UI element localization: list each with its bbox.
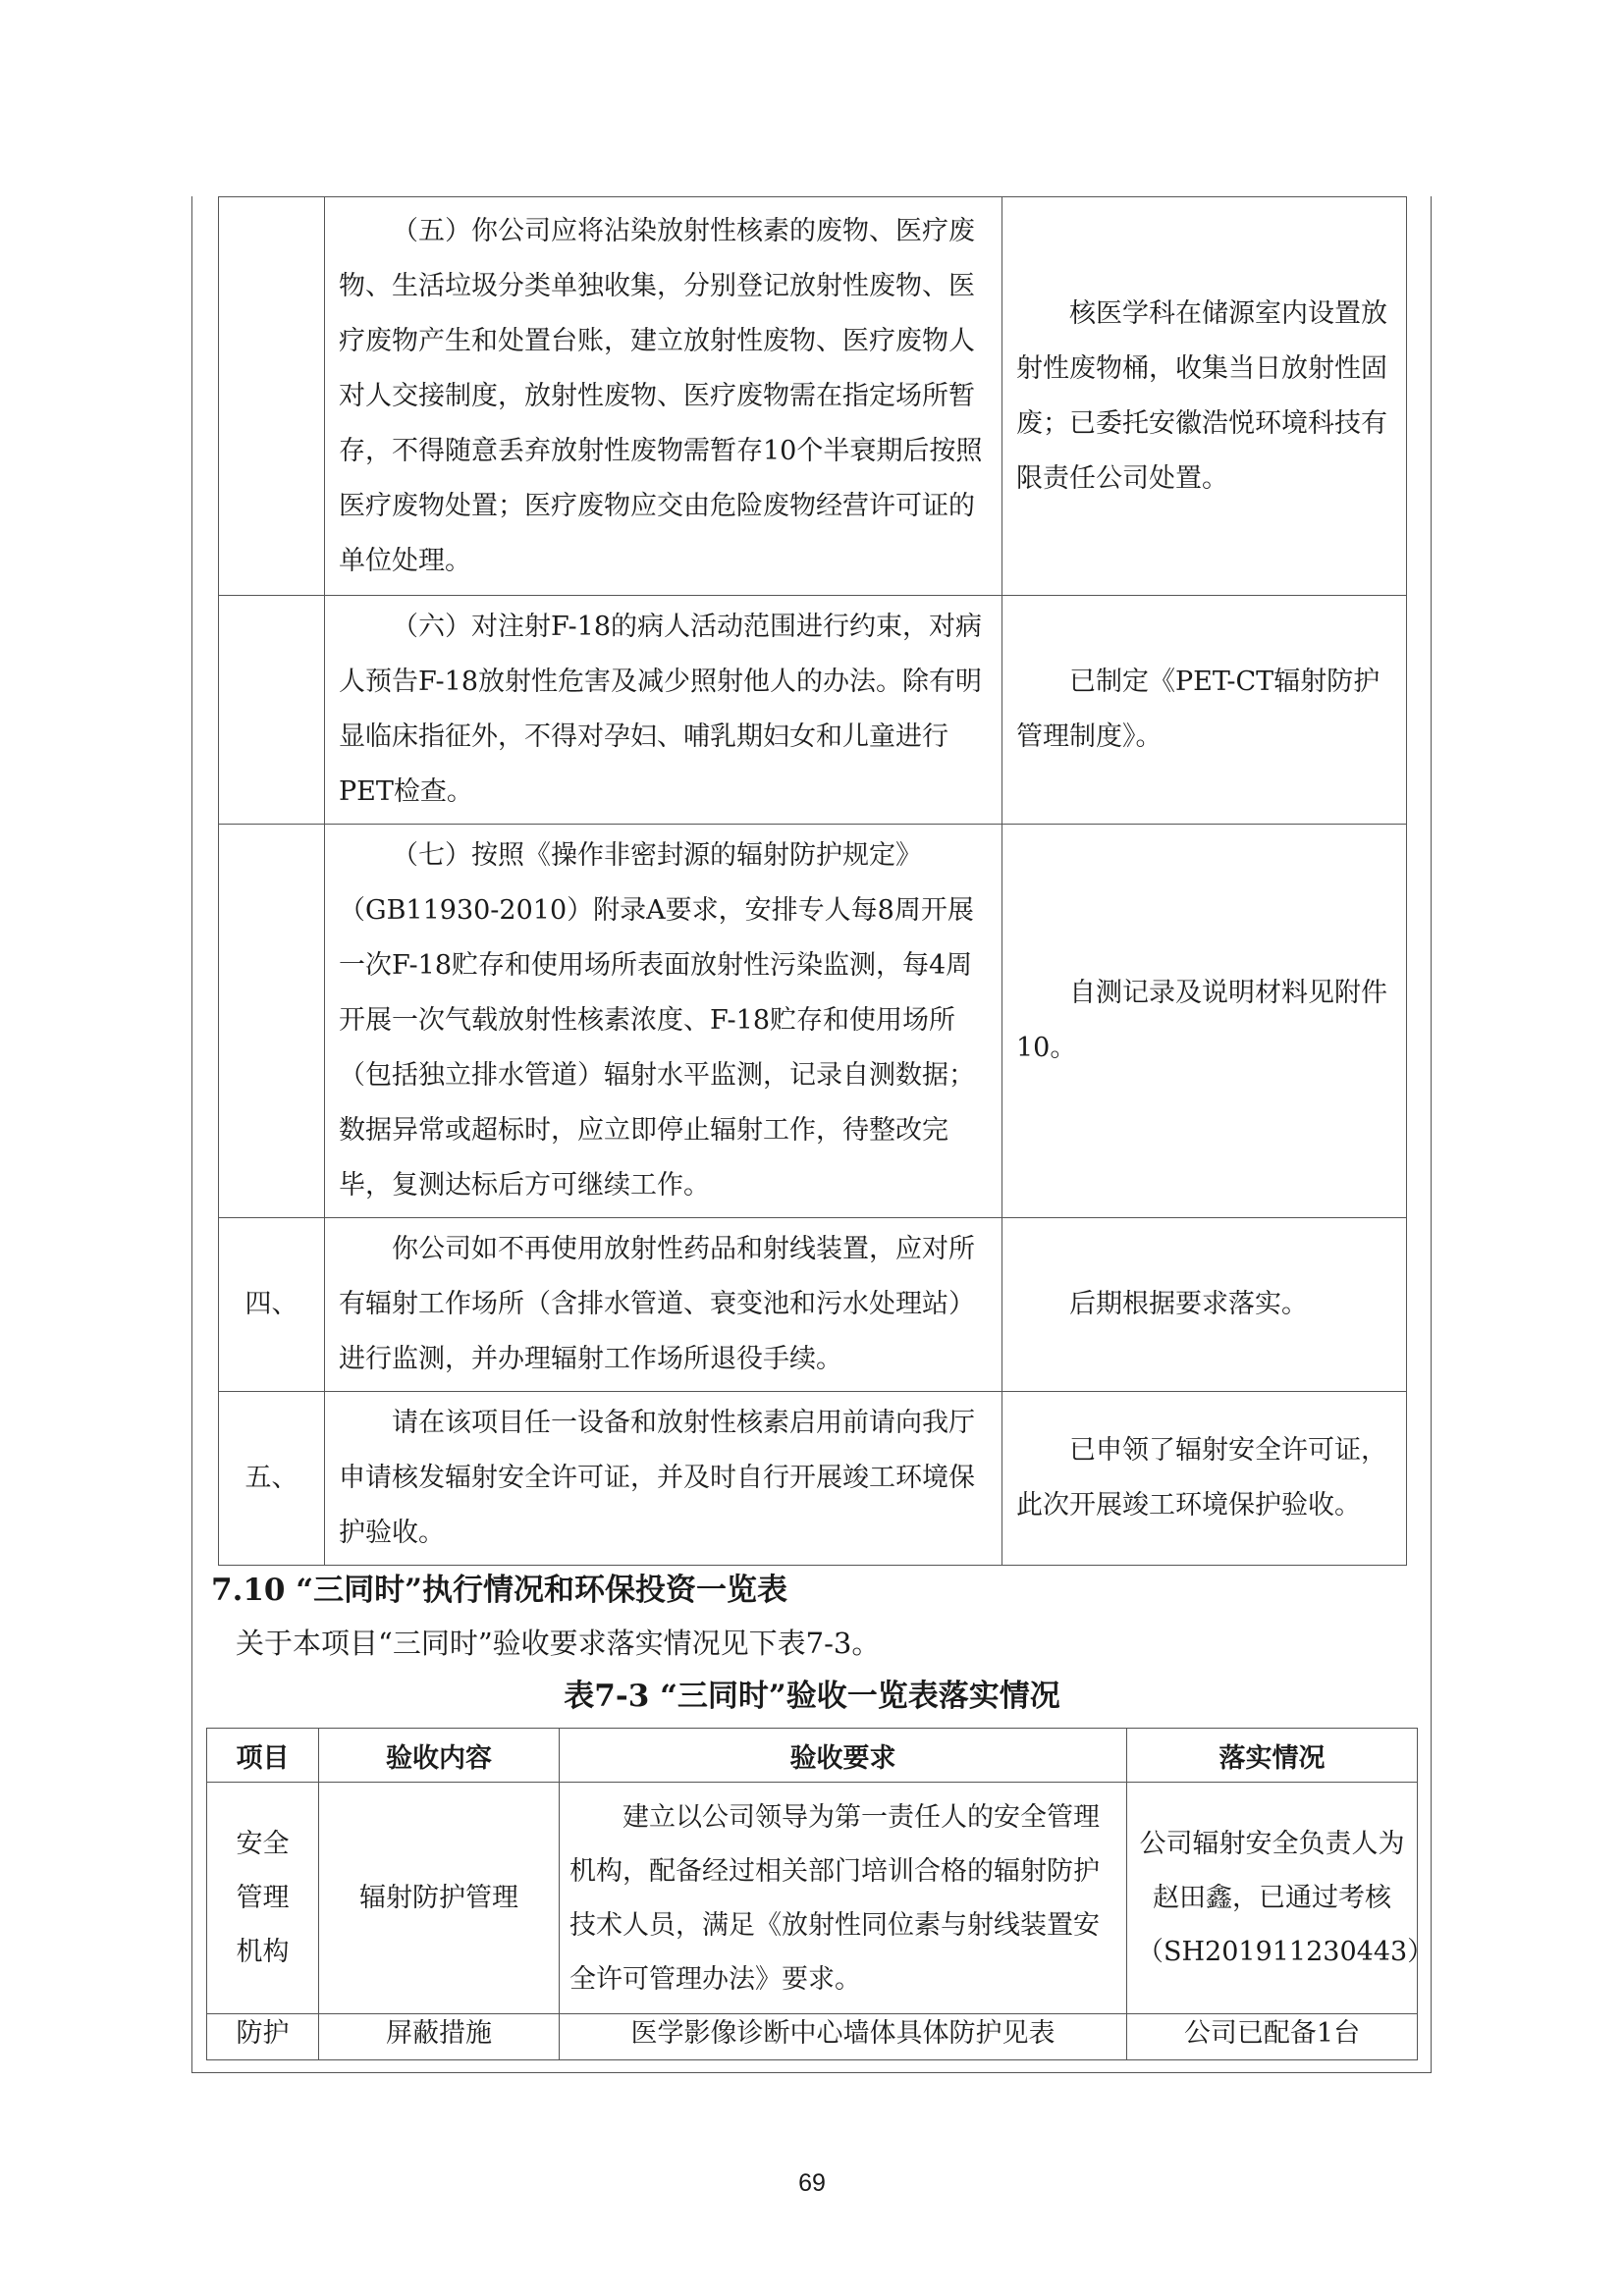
table-row	[207, 1783, 1418, 2014]
table-row	[207, 2014, 1418, 2060]
table-header-row	[207, 1729, 1418, 1783]
table-row	[219, 825, 1407, 1218]
content-cell: 辐射防护管理	[319, 1783, 560, 2014]
requirement-text: （五）你公司应将沾染放射性核素的废物、医疗废物、生活垃圾分类单独收集，分别登记放射性废物、医疗废物产生和处置台账，建立放射性废物、医疗废物人对人交接制度，放射性废物、医疗废物需在指定场所暂存，不得随意丢弃放射性废物需暂存10个半衰期后按照医疗废物处置；医疗废物应交由危险废物经营许可证的单位处理。	[325, 197, 1002, 596]
status-cell: 公司辐射安全负责人为赵田鑫，已通过考核（SH201911230443）	[1127, 1783, 1418, 2014]
implementation-status: 已制定《PET-CT辐射防护管理制度》。	[1002, 596, 1407, 825]
page-number: 69	[798, 2169, 826, 2197]
table-row	[219, 596, 1407, 825]
column-header: 验收内容	[319, 1729, 560, 1783]
section-heading: 7.10 “三同时”执行情况和环保投资一览表	[211, 1573, 787, 1608]
requirement-text: 你公司如不再使用放射性药品和射线装置，应对所有辐射工作场所（含排水管道、衰变池和污水处理站）进行监测，并办理辐射工作场所退役手续。	[325, 1218, 1002, 1392]
table-row	[219, 1218, 1407, 1392]
table-row	[219, 1392, 1407, 1566]
row-number: 四、	[219, 1218, 325, 1392]
status-cell: 公司已配备1台	[1127, 2014, 1418, 2060]
row-number	[219, 825, 325, 1218]
content-cell: 屏蔽措施	[319, 2014, 560, 2060]
table-caption: 表7-3 “三同时”验收一览表落实情况	[564, 1679, 1060, 1714]
row-number	[219, 596, 325, 825]
approval-requirements-table	[218, 196, 1407, 1566]
requirement-text: （六）对注射F-18的病人活动范围进行约束，对病人预告F-18放射性危害及减少照射他人的办法。除有明显临床指征外，不得对孕妇、哺乳期妇女和儿童进行PET检查。	[325, 596, 1002, 825]
implementation-status: 自测记录及说明材料见附件10。	[1002, 825, 1407, 1218]
implementation-status: 已申领了辐射安全许可证，此次开展竣工环境保护验收。	[1002, 1392, 1407, 1566]
requirement-cell: 医学影像诊断中心墙体具体防护见表	[560, 2014, 1127, 2060]
table-row	[219, 197, 1407, 596]
column-header: 验收要求	[560, 1729, 1127, 1783]
implementation-status: 后期根据要求落实。	[1002, 1218, 1407, 1392]
implementation-status: 核医学科在储源室内设置放射性废物桶，收集当日放射性固废；已委托安徽浩悦环境科技有限责任公司处置。	[1002, 197, 1407, 596]
column-header: 项目	[207, 1729, 319, 1783]
requirement-text: （七）按照《操作非密封源的辐射防护规定》（GB11930-2010）附录A要求，安排专人每8周开展一次F-18贮存和使用场所表面放射性污染监测，每4周开展一次气载放射性核素浓度、F-18贮存和使用场所（包括独立排水管道）辐射水平监测，记录自测数据；数据异常或超标时，应立即停止辐射工作，待整改完毕，复测达标后方可继续工作。	[325, 825, 1002, 1218]
intro-paragraph: 关于本项目“三同时”验收要求落实情况见下表7-3。	[236, 1627, 881, 1660]
requirement-cell: 建立以公司领导为第一责任人的安全管理机构，配备经过相关部门培训合格的辐射防护技术人员，满足《放射性同位素与射线装置安全许可管理办法》要求。	[560, 1783, 1127, 2014]
requirement-text: 请在该项目任一设备和放射性核素启用前请向我厅申请核发辐射安全许可证，并及时自行开展竣工环境保护验收。	[325, 1392, 1002, 1566]
acceptance-table	[206, 1728, 1435, 2060]
column-header: 落实情况	[1127, 1729, 1418, 1783]
row-number	[219, 197, 325, 596]
row-number: 五、	[219, 1392, 325, 1566]
item-cell: 防护	[207, 2014, 319, 2060]
item-cell: 安全管理机构	[207, 1783, 319, 2014]
